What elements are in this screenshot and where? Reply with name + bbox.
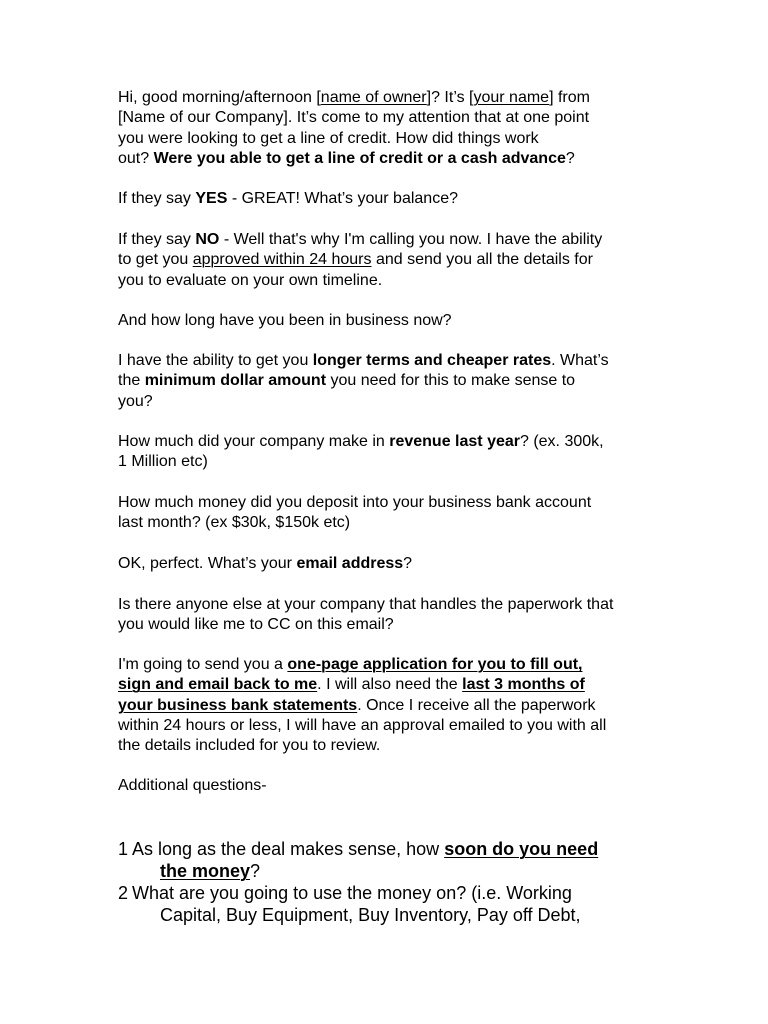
text: 1 Million etc) bbox=[118, 453, 208, 471]
text: and send you all the details for bbox=[371, 251, 593, 269]
text: As long as the deal makes sense, how bbox=[132, 839, 445, 859]
text: How much did your company make in bbox=[118, 433, 390, 450]
no-paragraph bbox=[118, 230, 658, 291]
bold-underlined-money: the money bbox=[160, 861, 251, 881]
text: OK, perfect. What’s your bbox=[118, 555, 297, 572]
text: How much money did you deposit into your business bank account bbox=[118, 494, 592, 511]
text: If they say bbox=[118, 231, 196, 248]
revenue-paragraph bbox=[118, 432, 658, 473]
text: . What’s bbox=[551, 352, 609, 369]
terms-paragraph bbox=[118, 351, 658, 412]
text: to get you bbox=[118, 251, 193, 269]
cc-paragraph bbox=[118, 595, 658, 636]
text: you need for this to make sense to bbox=[326, 372, 576, 390]
deposit-paragraph bbox=[118, 493, 658, 534]
list-item-text-cont bbox=[160, 860, 640, 882]
text: you were looking to get a line of credit. How did things work bbox=[118, 129, 539, 147]
bold-question: Were you able to get a line of credit or a cash advance bbox=[153, 149, 566, 167]
text: . Once I receive all the paperwork bbox=[357, 696, 596, 714]
text: . I will also need the bbox=[317, 676, 463, 694]
bold-minimum: minimum dollar amount bbox=[144, 372, 327, 390]
text: I'm going to send you a bbox=[118, 656, 288, 673]
text: And how long have you been in business now? bbox=[118, 312, 452, 329]
text: Hi, good morning/afternoon [ bbox=[118, 89, 321, 106]
text: you? bbox=[118, 392, 153, 410]
list-number: 2 bbox=[118, 883, 129, 903]
list-item-text-cont: Capital, Buy Equipment, Buy Inventory, Pay off Debt, bbox=[160, 905, 581, 925]
bold-revenue: revenue last year bbox=[389, 433, 520, 450]
text: ? bbox=[403, 555, 413, 572]
text: ? (ex. 300k, bbox=[519, 433, 604, 450]
list-number: 1 bbox=[118, 839, 129, 859]
additional-questions-heading bbox=[118, 776, 658, 796]
yes-paragraph bbox=[118, 189, 658, 209]
text: ]? It’s [ bbox=[426, 89, 474, 106]
text: ? bbox=[565, 149, 575, 167]
bold-email: email address bbox=[296, 555, 404, 572]
text: - GREAT! What’s your balance? bbox=[227, 190, 458, 207]
bold-underlined-application: one-page application for you to fill out, bbox=[287, 656, 583, 673]
text: ] from bbox=[549, 89, 590, 106]
text: within 24 hours or less, I will have an approval emailed to you with all bbox=[118, 716, 607, 734]
text: the details included for you to review. bbox=[118, 737, 381, 755]
text: Additional questions- bbox=[118, 777, 267, 794]
bold-underlined-statements: last 3 months of bbox=[462, 676, 585, 694]
underlined-approval: approved within 24 hours bbox=[192, 251, 372, 269]
list-item-text bbox=[132, 838, 638, 860]
your-name-placeholder: your name bbox=[473, 89, 550, 106]
text: you to evaluate on your own timeline. bbox=[118, 271, 383, 289]
list-item-text: What are you going to use the money on? (i.e. Working bbox=[132, 883, 572, 903]
business-length-paragraph bbox=[118, 311, 658, 331]
text: I have the ability to get you bbox=[118, 352, 313, 369]
text: you would like me to CC on this email? bbox=[118, 616, 394, 634]
text: out? bbox=[118, 149, 154, 167]
bold-no: NO bbox=[195, 231, 220, 248]
intro-paragraph bbox=[118, 88, 658, 169]
bold-yes: YES bbox=[195, 190, 228, 207]
bold-underlined-statements-cont: your business bank statements bbox=[118, 696, 358, 714]
owner-name-placeholder: name of owner bbox=[320, 89, 427, 106]
bold-underlined-sign: sign and email back to me bbox=[118, 676, 318, 694]
paperwork-paragraph bbox=[118, 655, 658, 756]
text: last month? (ex $30k, $150k etc) bbox=[118, 514, 351, 532]
bold-terms: longer terms and cheaper rates bbox=[312, 352, 552, 369]
email-paragraph bbox=[118, 554, 658, 574]
text: ? bbox=[250, 861, 261, 881]
text: [Name of our Company]. It’s come to my attention that at one point bbox=[118, 109, 590, 127]
text: Is there anyone else at your company that handles the paperwork that bbox=[118, 596, 614, 613]
text: - Well that's why I'm calling you now. I have the ability bbox=[219, 231, 603, 248]
bold-underlined-soon: soon do you need bbox=[444, 839, 599, 859]
text: the bbox=[118, 372, 145, 390]
text: If they say bbox=[118, 190, 196, 207]
